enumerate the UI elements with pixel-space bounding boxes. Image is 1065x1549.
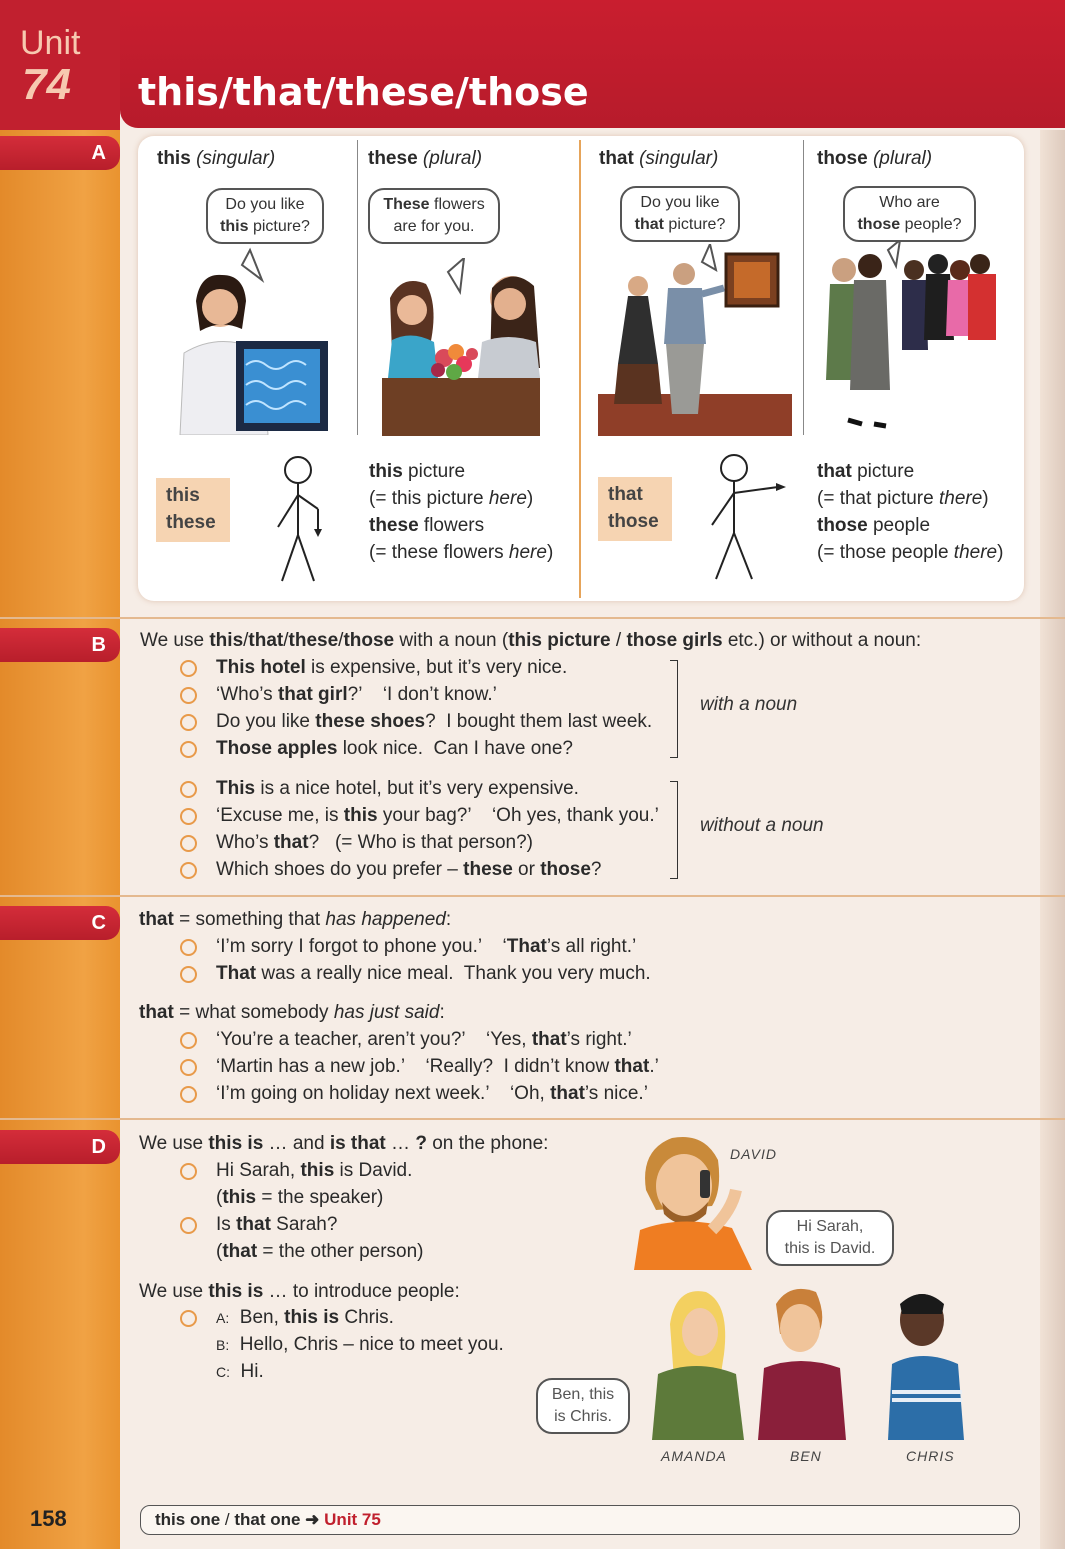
page-title: this/that/these/those [138,70,589,114]
example-line: ‘I’m sorry I forgot to phone you.’ ‘That’s all right.’ [216,936,637,957]
checkbox-circle[interactable] [180,741,197,758]
group-of-people-illustration [818,240,998,436]
bracket [670,660,678,758]
page-number: 158 [30,1506,67,1531]
section-tab-c: C [0,906,120,940]
section-tab-b: B [0,628,120,662]
cross-reference[interactable]: this one / that one ➜ Unit 75 [140,1505,1020,1535]
section-tab-a: A [0,136,120,170]
example-line: Is that Sarah? [216,1214,338,1235]
checkbox-circle[interactable] [180,1163,197,1180]
speech-bubble-amanda: Ben, this is Chris. [536,1378,630,1434]
label-with-noun: with a noun [700,694,798,715]
checkbox-circle[interactable] [180,687,197,704]
dialog-line: A: Ben, this is Chris. [216,1307,394,1328]
checkbox-circle[interactable] [180,1310,197,1327]
stick-figure-pointing-away [700,453,790,583]
label-david: DAVID [730,1146,778,1162]
section-d-intro-1: We use this is … and is that … ? on the phone: [139,1133,549,1154]
dialog-line: C: Hi. [216,1361,264,1382]
example-line: Those apples look nice. Can I have one? [216,738,573,759]
bracket [670,781,678,879]
label-amanda: AMANDA [661,1448,727,1464]
divider [0,895,1065,897]
col-head-that: that (singular) [599,148,719,169]
example-line: ‘You’re a teacher, aren’t you?’ ‘Yes, that’s right.’ [216,1029,632,1050]
col-head-those: those (plural) [817,148,933,169]
woman-holding-picture-illustration [150,235,350,435]
example-line: Who’s that? (= Who is that person?) [216,832,533,853]
checkbox-circle[interactable] [180,939,197,956]
checkbox-circle[interactable] [180,862,197,879]
speech-bubble: These flowers are for you. [368,188,500,244]
example-line: Do you like these shoes? I bought them last week. [216,711,653,732]
tag-this-these: this these [156,478,230,542]
example-line: This hotel is expensive, but it’s very nice. [216,657,568,678]
speech-bubble-david: Hi Sarah, this is David. [766,1210,894,1266]
example-line: This is a nice hotel, but it’s very expensive. [216,778,579,799]
checkbox-circle[interactable] [180,966,197,983]
column-divider [579,140,581,598]
col-head-these: these (plural) [368,148,483,169]
divider [0,617,1065,619]
checkbox-circle[interactable] [180,808,197,825]
checkbox-circle[interactable] [180,1217,197,1234]
desc-this-these: this picture (= this picture here) these flowers (= these flowers here) [369,461,554,563]
speech-bubble: Do you like this picture? [206,188,324,244]
women-flowers-illustration [382,258,540,436]
column-divider [357,140,358,435]
stick-figure-pointing-down [262,455,332,585]
checkbox-circle[interactable] [180,1032,197,1049]
tag-that-those: that those [598,477,672,541]
divider [0,1118,1065,1120]
example-line: ‘Excuse me, is this your bag?’ ‘Oh yes, thank you.’ [216,805,659,826]
example-line: ‘Martin has a new job.’ ‘Really? I didn’t know that.’ [216,1056,659,1077]
checkbox-circle[interactable] [180,835,197,852]
example-line: (this = the speaker) [216,1187,384,1208]
section-tab-d: D [0,1130,120,1164]
dialog-line: B: Hello, Chris – nice to meet you. [216,1334,504,1355]
unit-link[interactable]: Unit 75 [324,1510,381,1529]
label-ben: BEN [790,1448,822,1464]
example-line: (that = the other person) [216,1241,424,1262]
example-line: Hi Sarah, this is David. [216,1160,413,1181]
column-divider [803,140,804,435]
page-edge [1040,130,1065,1549]
checkbox-circle[interactable] [180,714,197,731]
example-line: Which shoes do you prefer – these or those? [216,859,602,880]
checkbox-circle[interactable] [180,781,197,798]
section-c-intro-1: that = something that has happened: [139,909,452,930]
unit-number: 74 [22,60,71,109]
section-c-intro-2: that = what somebody has just said: [139,1002,445,1023]
checkbox-circle[interactable] [180,1086,197,1103]
checkbox-circle[interactable] [180,1059,197,1076]
section-d-intro-2: We use this is … to introduce people: [139,1281,460,1302]
example-line: That was a really nice meal. Thank you very much. [216,963,651,984]
desc-that-those: that picture (= that picture there) those people (= those people there) [817,461,1004,563]
example-line: ‘Who’s that girl?’ ‘I don’t know.’ [216,684,497,705]
sidebar [0,0,120,1549]
amanda-ben-chris-illustration [640,1284,1020,1440]
people-looking-at-picture-illustration [598,244,792,436]
checkbox-circle[interactable] [180,660,197,677]
speech-bubble: Do you like that picture? [620,186,740,242]
example-line: ‘I’m going on holiday next week.’ ‘Oh, that’s nice.’ [216,1083,648,1104]
label-chris: CHRIS [906,1448,955,1464]
label-without-noun: without a noun [700,815,824,836]
unit-word: Unit [20,24,81,62]
section-b-intro: We use this/that/these/those with a noun (this picture / those girls etc.) or without a noun: [140,630,922,651]
col-head-this: this (singular) [157,148,276,169]
speech-bubble: Who are those people? [843,186,976,242]
